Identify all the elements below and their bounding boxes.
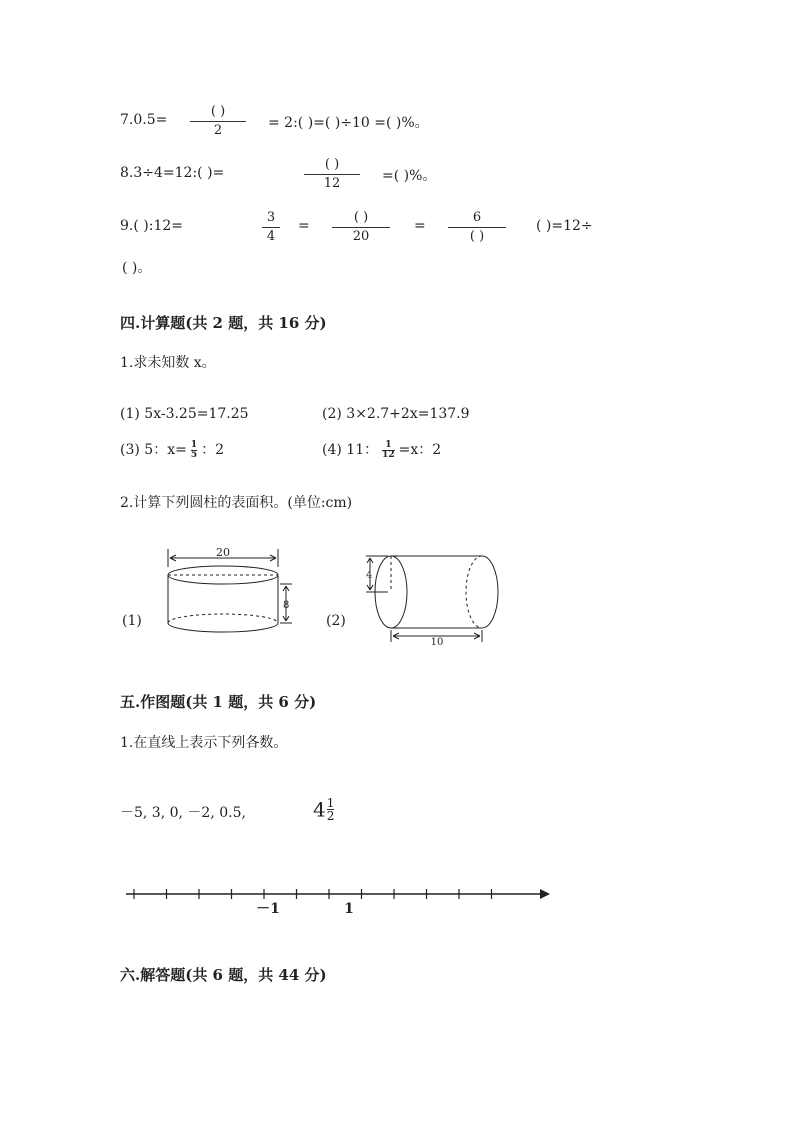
equation-3-fraction xyxy=(191,441,197,460)
equation-2: (2) 3×2.7+2x=137.9 xyxy=(322,406,470,422)
q7-frac-bar xyxy=(190,121,246,122)
number-line xyxy=(120,880,560,920)
q9-frac1-numerator: 3 xyxy=(266,210,276,225)
q8-text-a: 8.3÷4=12:( )= xyxy=(120,165,225,181)
q9-text-a: 9.( ):12= xyxy=(120,218,183,234)
figure1-label: (1) xyxy=(122,613,142,629)
equation-3-pre: (3) 5：x= xyxy=(120,442,187,458)
q9-frac2-numerator: ( ) xyxy=(353,210,369,225)
q9-frac2-denominator: 20 xyxy=(352,229,370,244)
q9-eq1: = xyxy=(298,218,310,234)
cylinder-1-diagram xyxy=(160,545,300,645)
q9-frac2-bar xyxy=(332,227,390,228)
q9-text-c: ( )。 xyxy=(122,260,152,276)
section4-heading: 四.计算题(共 2 题，共 16 分) xyxy=(120,314,327,332)
q8-frac-denominator: 12 xyxy=(323,176,341,191)
q9-fraction-2 xyxy=(332,210,390,245)
cylinder-2-height-label: 4 xyxy=(366,570,373,581)
equation-1: (1) 5x-3.25=17.25 xyxy=(120,406,249,422)
cylinder-1-height-label: 8 xyxy=(283,600,290,611)
equation-3 xyxy=(120,439,224,460)
q9-eq2: = xyxy=(414,218,426,234)
mixed-number-whole: 4 xyxy=(313,797,326,822)
q9-frac3-denominator: ( ) xyxy=(469,229,485,244)
equation-3-numerator: 1 xyxy=(190,439,198,450)
cylinder-2-length-label: 10 xyxy=(430,637,444,646)
q7-text-b: = 2:( )=( )÷10 =( )%。 xyxy=(268,115,429,131)
mixed-number-numerator: 1 xyxy=(326,796,335,810)
section6-heading: 六.解答题(共 6 题，共 44 分) xyxy=(120,966,327,984)
equation-3-post: ：2 xyxy=(201,442,225,458)
section4-q2: 2.计算下列圆柱的表面积。(单位:cm) xyxy=(120,495,353,511)
mixed-number-fraction xyxy=(327,797,335,822)
equation-4 xyxy=(322,439,441,460)
cylinder-2-diagram xyxy=(362,548,504,646)
equation-4-denominator: 12 xyxy=(382,449,395,460)
q7-fraction xyxy=(190,104,246,139)
equation-4-pre: (4) 11： xyxy=(322,442,379,458)
q9-frac3-numerator: 6 xyxy=(472,210,482,225)
q9-frac1-denominator: 4 xyxy=(266,229,276,244)
equation-4-fraction xyxy=(382,441,395,460)
q9-frac3-bar xyxy=(448,227,506,228)
q8-frac-bar xyxy=(304,174,360,175)
q9-fraction-3 xyxy=(448,210,506,245)
q8-frac-numerator: ( ) xyxy=(324,157,340,172)
q9-text-b: ( )=12÷ xyxy=(536,218,593,234)
section4-q1: 1.求未知数 x。 xyxy=(120,355,216,371)
section5-q1: 1.在直线上表示下列各数。 xyxy=(120,735,288,751)
cylinder-1-width-label: 20 xyxy=(216,546,230,559)
axis-label-1: 1 xyxy=(344,901,354,917)
q7-frac-numerator: ( ) xyxy=(210,104,226,119)
mixed-number xyxy=(313,796,334,822)
q7-frac-denominator: 2 xyxy=(213,123,223,138)
equation-4-post: =x：2 xyxy=(398,442,442,458)
q9-fraction-1 xyxy=(262,210,280,245)
axis-label-neg1: －1 xyxy=(256,901,280,917)
figure2-label: (2) xyxy=(326,613,346,629)
q7-text-a: 7.0.5= xyxy=(120,112,168,128)
equation-3-denominator: 5 xyxy=(190,449,198,460)
mixed-number-denominator: 2 xyxy=(326,809,335,823)
q9-frac1-bar xyxy=(262,227,280,228)
number-list: －5, 3, 0, －2, 0.5, xyxy=(120,805,246,821)
equation-4-numerator: 1 xyxy=(385,439,392,450)
q8-text-b: =( )%。 xyxy=(382,168,437,184)
section5-heading: 五.作图题(共 1 题，共 6 分) xyxy=(120,693,317,711)
q8-fraction xyxy=(304,157,360,192)
